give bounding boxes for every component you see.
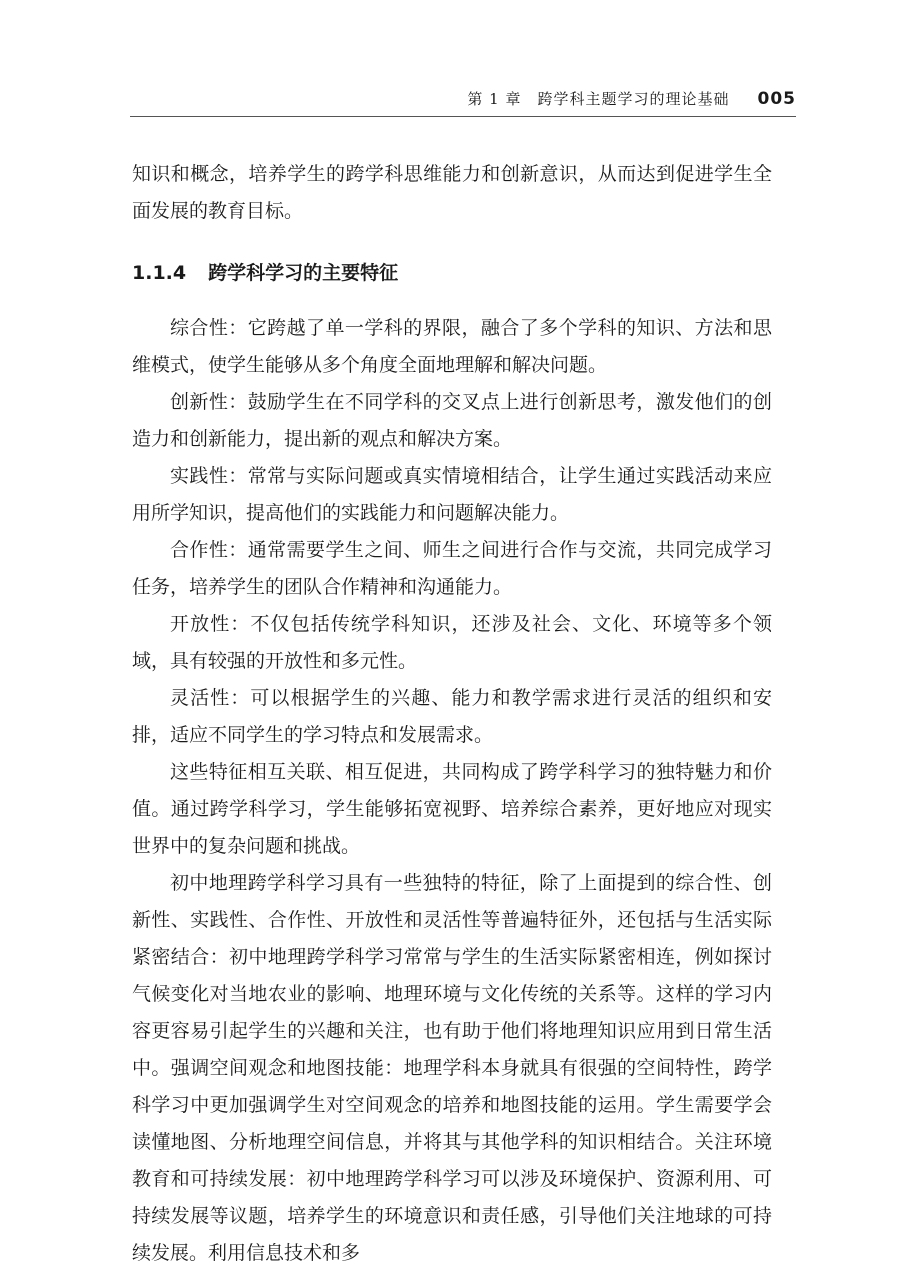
page-body	[132, 156, 772, 1272]
paragraph-innovation: 创新性：鼓励学生在不同学科的交叉点上进行创新思考，激发他们的创造力和创新能力，提出新的观点和解决方案。	[132, 391, 772, 450]
paragraph-openness: 开放性：不仅包括传统学科知识，还涉及社会、文化、环境等多个领域，具有较强的开放性和多元性。	[132, 613, 772, 672]
paragraph-practicality: 实践性：常常与实际问题或真实情境相结合，让学生通过实践活动来应用所学知识，提高他们的实践能力和问题解决能力。	[132, 465, 772, 524]
continued-paragraph: 知识和概念，培养学生的跨学科思维能力和创新意识，从而达到促进学生全面发展的教育目标。	[132, 163, 772, 222]
section-title: 跨学科学习的主要特征	[208, 262, 399, 284]
paragraph-flexibility: 灵活性：可以根据学生的兴趣、能力和教学需求进行灵活的组织和安排，适应不同学生的学习特点和发展需求。	[132, 687, 772, 746]
running-header	[130, 88, 796, 117]
chapter-title: 第 1 章 跨学科主题学习的理论基础	[467, 90, 730, 108]
page-number: 005	[757, 89, 796, 109]
section-heading	[132, 258, 772, 288]
section-number: 1.1.4	[132, 262, 187, 284]
paragraph-summary: 这些特征相互关联、相互促进，共同构成了跨学科学习的独特魅力和价值。通过跨学科学习，学生能够拓宽视野、培养综合素养，更好地应对现实世界中的复杂问题和挑战。	[132, 761, 772, 857]
paragraph-geography: 初中地理跨学科学习具有一些独特的特征，除了上面提到的综合性、创新性、实践性、合作性、开放性和灵活性等普遍特征外，还包括与生活实际紧密结合：初中地理跨学科学习常常与学生的生活实际紧密相连，例如探讨气候变化对当地农业的影响、地理环境与文化传统的关系等。这样的学习内容更容易引起学生的兴趣和关注，也有助于他们将地理知识应用到日常生活中。强调空间观念和地图技能：地理学科本身就具有很强的空间特性，跨学科学习中更加强调学生对空间观念的培养和地图技能的运用。学生需要学会读懂地图、分析地理空间信息，并将其与其他学科的知识相结合。关注环境教育和可持续发展：初中地理跨学科学习可以涉及环境保护、资源利用、可持续发展等议题，培养学生的环境意识和责任感，引导他们关注地球的可持续发展。利用信息技术和多	[132, 872, 772, 1264]
paragraph-comprehensiveness: 综合性：它跨越了单一学科的界限，融合了多个学科的知识、方法和思维模式，使学生能够从多个角度全面地理解和解决问题。	[132, 317, 772, 376]
paragraph-cooperation: 合作性：通常需要学生之间、师生之间进行合作与交流，共同完成学习任务，培养学生的团队合作精神和沟通能力。	[132, 539, 772, 598]
